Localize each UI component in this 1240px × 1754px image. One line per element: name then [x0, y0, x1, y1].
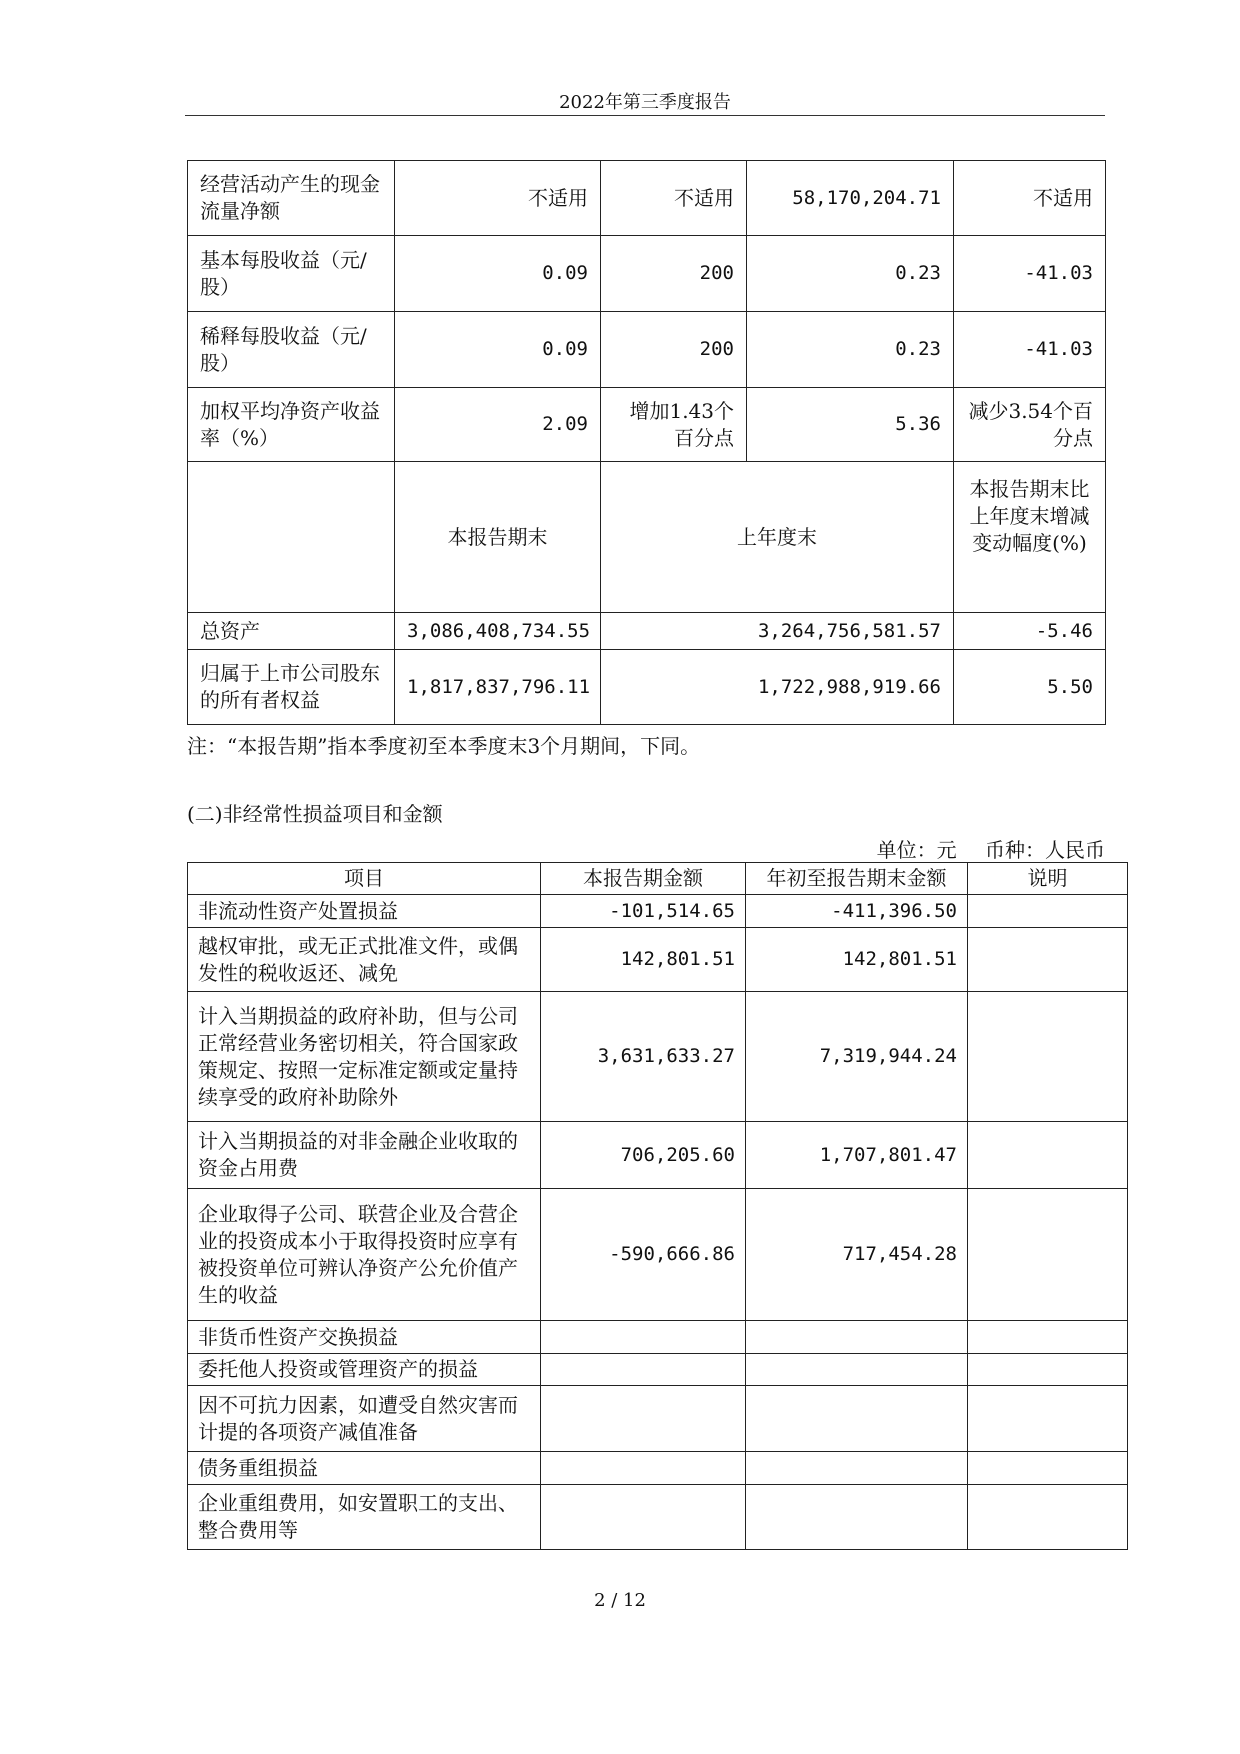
current-amount	[541, 1452, 746, 1485]
table-row	[188, 236, 1106, 312]
current-amount	[541, 1386, 746, 1452]
item-label: 非流动性资产处置损益	[188, 895, 541, 928]
cell-value: -41.03	[954, 312, 1106, 388]
table-row	[188, 992, 1128, 1122]
ytd-amount	[746, 1354, 968, 1386]
table-row	[188, 161, 1106, 236]
cell-value: 0.09	[395, 312, 601, 388]
item-label: 因不可抗力因素，如遭受自然灾害而计提的各项资产减值准备	[188, 1386, 541, 1452]
empty-cell	[188, 462, 395, 613]
remark	[968, 1354, 1128, 1386]
table-row	[188, 650, 1106, 725]
row-label: 总资产	[188, 613, 395, 650]
remark	[968, 1452, 1128, 1485]
column-header: 说明	[968, 863, 1128, 895]
cell-value: 2.09	[395, 388, 601, 462]
cell-value: 58,170,204.71	[747, 161, 954, 236]
ytd-amount	[746, 1452, 968, 1485]
remark	[968, 992, 1128, 1122]
page-number: 2 / 12	[594, 1590, 646, 1611]
current-amount: -101,514.65	[541, 895, 746, 928]
ytd-amount: -411,396.50	[746, 895, 968, 928]
item-label: 债务重组损益	[188, 1452, 541, 1485]
cell-value: 5.50	[954, 650, 1106, 725]
non-recurring-items-table	[187, 862, 1128, 1550]
ytd-amount	[746, 1321, 968, 1354]
cell-value: 减少3.54个百分点	[954, 388, 1106, 462]
table-row	[188, 1122, 1128, 1189]
table-row	[188, 613, 1106, 650]
column-header: 本报告期金额	[541, 863, 746, 895]
remark	[968, 895, 1128, 928]
table-subheader-row	[188, 462, 1106, 613]
column-header: 本报告期末	[395, 462, 601, 613]
table-row	[188, 1386, 1128, 1452]
table-row	[188, 1354, 1128, 1386]
cell-value: 200	[601, 236, 747, 312]
row-label: 基本每股收益（元/股）	[188, 236, 395, 312]
column-header: 本报告期末比上年度末增减变动幅度(%)	[954, 462, 1106, 613]
remark	[968, 1386, 1128, 1452]
current-amount: 3,631,633.27	[541, 992, 746, 1122]
table-row	[188, 895, 1128, 928]
cell-value: 1,817,837,796.11	[395, 650, 601, 725]
cell-value: 5.36	[747, 388, 954, 462]
ytd-amount: 7,319,944.24	[746, 992, 968, 1122]
table-row	[188, 312, 1106, 388]
ytd-amount	[746, 1386, 968, 1452]
cell-value: 0.23	[747, 236, 954, 312]
cell-value: -5.46	[954, 613, 1106, 650]
item-label: 委托他人投资或管理资产的损益	[188, 1354, 541, 1386]
cell-value: 0.09	[395, 236, 601, 312]
cell-value: 200	[601, 312, 747, 388]
ytd-amount: 1,707,801.47	[746, 1122, 968, 1189]
currency-label: 币种：人民币	[985, 838, 1105, 862]
section-title: (二)非经常性损益项目和金额	[187, 802, 443, 826]
table-row	[188, 1189, 1128, 1321]
row-label: 归属于上市公司股东的所有者权益	[188, 650, 395, 725]
current-amount	[541, 1354, 746, 1386]
table-row	[188, 1321, 1128, 1354]
row-label: 稀释每股收益（元/股）	[188, 312, 395, 388]
remark	[968, 1122, 1128, 1189]
column-header: 项目	[188, 863, 541, 895]
ytd-amount: 142,801.51	[746, 928, 968, 992]
page-header: 2022年第三季度报告	[559, 92, 731, 113]
remark	[968, 928, 1128, 992]
cell-value: 不适用	[395, 161, 601, 236]
item-label: 企业重组费用，如安置职工的支出、整合费用等	[188, 1485, 541, 1550]
item-label: 企业取得子公司、联营企业及合营企业的投资成本小于取得投资时应享有被投资单位可辨认净资产公允价值产生的收益	[188, 1189, 541, 1321]
current-amount	[541, 1485, 746, 1550]
current-amount	[541, 1321, 746, 1354]
column-header: 年初至报告期末金额	[746, 863, 968, 895]
table-row	[188, 1485, 1128, 1550]
remark	[968, 1189, 1128, 1321]
ytd-amount: 717,454.28	[746, 1189, 968, 1321]
remark	[968, 1321, 1128, 1354]
item-label: 非货币性资产交换损益	[188, 1321, 541, 1354]
ytd-amount	[746, 1485, 968, 1550]
cell-value: 1,722,988,919.66	[601, 650, 954, 725]
cell-value: 0.23	[747, 312, 954, 388]
item-label: 越权审批，或无正式批准文件，或偶发性的税收返还、减免	[188, 928, 541, 992]
unit-line	[600, 834, 1105, 863]
item-label: 计入当期损益的政府补助，但与公司正常经营业务密切相关，符合国家政策规定、按照一定标准定额或定量持续享受的政府补助除外	[188, 992, 541, 1122]
cell-value: 3,086,408,734.55	[395, 613, 601, 650]
current-amount: -590,666.86	[541, 1189, 746, 1321]
cell-value: 3,264,756,581.57	[601, 613, 954, 650]
cell-value: 不适用	[601, 161, 747, 236]
unit-label: 单位：元	[876, 838, 957, 862]
row-label: 加权平均净资产收益率（%）	[188, 388, 395, 462]
table-header-row	[188, 863, 1128, 895]
item-label: 计入当期损益的对非金融企业收取的资金占用费	[188, 1122, 541, 1189]
header-divider	[185, 115, 1105, 116]
cell-value: 增加1.43个百分点	[601, 388, 747, 462]
table-row	[188, 388, 1106, 462]
remark	[968, 1485, 1128, 1550]
row-label: 经营活动产生的现金流量净额	[188, 161, 395, 236]
current-amount: 142,801.51	[541, 928, 746, 992]
key-financials-table	[187, 160, 1106, 725]
cell-value: 不适用	[954, 161, 1106, 236]
table-note: 注：“本报告期”指本季度初至本季度末3个月期间，下同。	[187, 734, 701, 758]
current-amount: 706,205.60	[541, 1122, 746, 1189]
cell-value: -41.03	[954, 236, 1106, 312]
table-row	[188, 1452, 1128, 1485]
table-row	[188, 928, 1128, 992]
column-header: 上年度末	[601, 462, 954, 613]
